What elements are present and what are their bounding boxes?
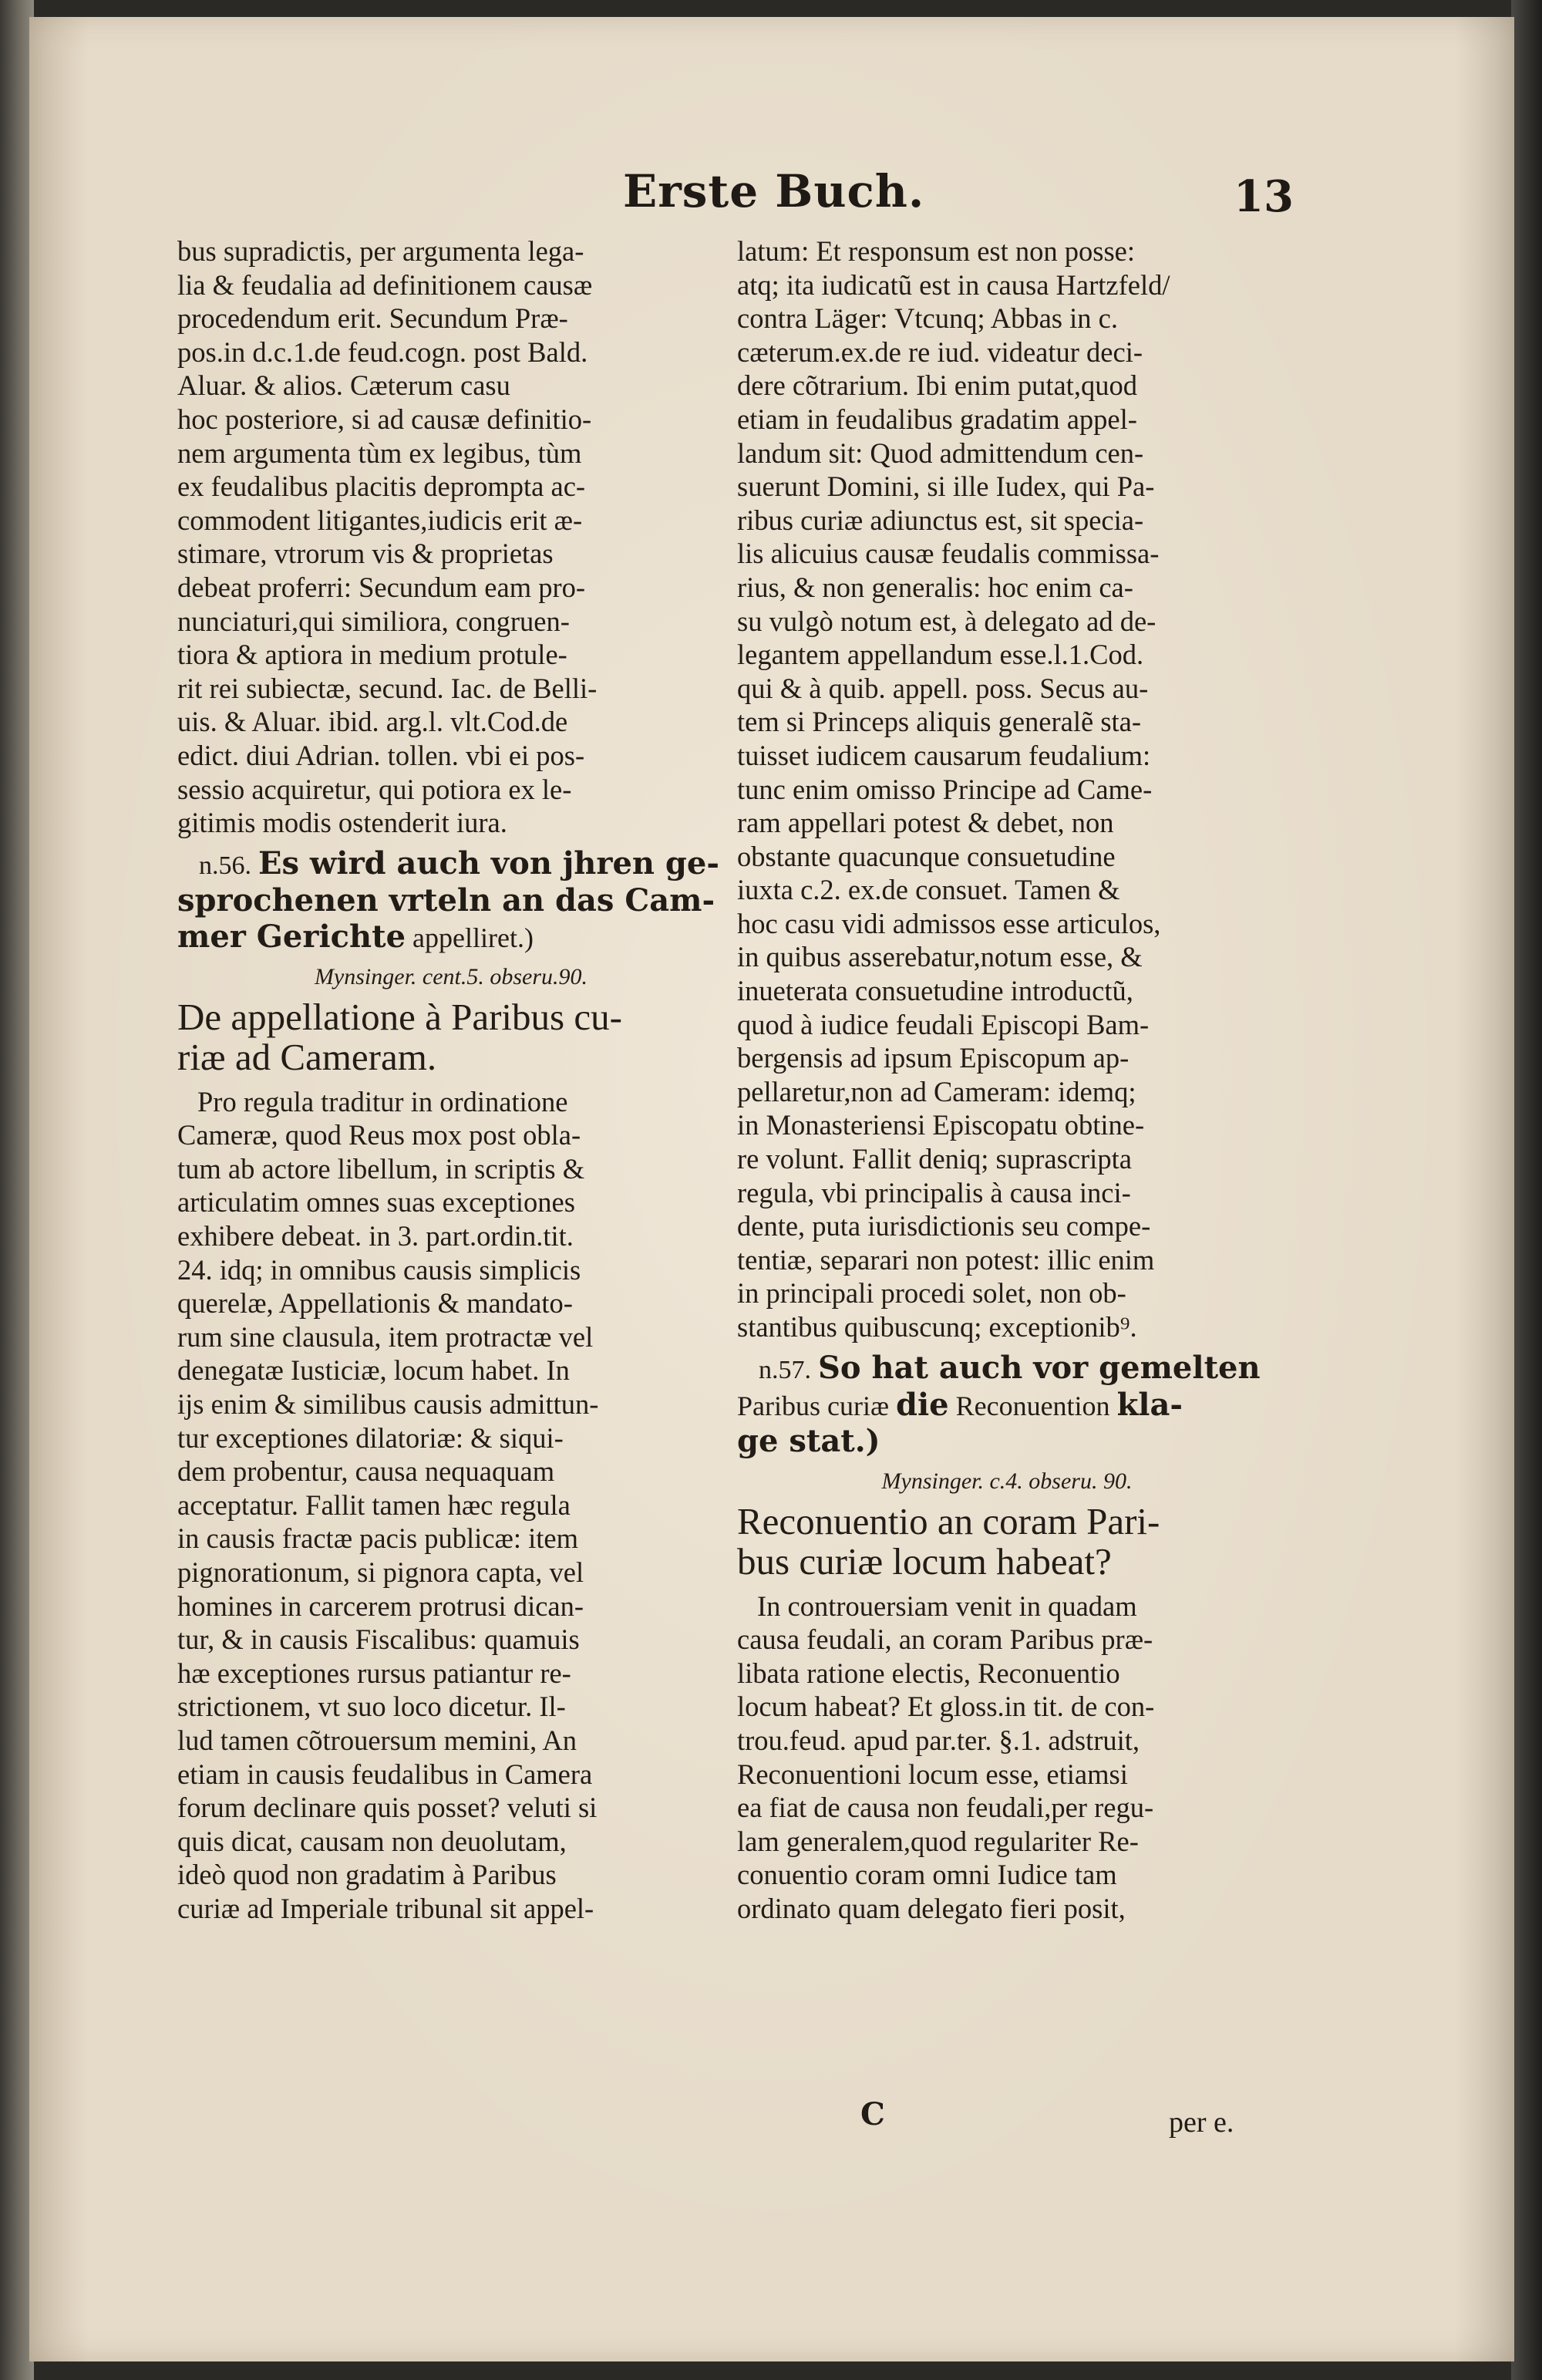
text-line: pellaretur,non ad Cameram: idemq; (737, 1075, 1136, 1107)
text-line: Aluar. & alios. Cæterum casu (177, 369, 510, 402)
heading-line: Reconuentio an coram Pari- (737, 1499, 1160, 1542)
text-line: Pro regula traditur in ordinatione (197, 1085, 568, 1118)
text-line: ribus curiæ adiunctus est, sit specia- (737, 504, 1144, 536)
page-number: 13 (1234, 171, 1294, 222)
text-line: ex feudalibus placitis deprompta ac- (177, 470, 586, 503)
text-line: rum sine clausula, item protractæ vel (177, 1320, 594, 1353)
right-paragraph-1 (737, 234, 1277, 1344)
text-line: su vulgò notum est, à delegato ad de- (737, 605, 1156, 637)
note-text: appelliret.) (412, 922, 534, 953)
book-page (29, 17, 1514, 2361)
text-line: conuentio coram omni Iudice tam (737, 1859, 1117, 1891)
text-line: 24. idq; in omnibus causis simplicis (177, 1253, 581, 1286)
text-line: In controuersiam venit in quadam (757, 1589, 1137, 1622)
text-line: ordinato quam delegato fieri posit, (737, 1892, 1126, 1924)
text-line: iuxta c.2. ex.de consuet. Tamen & (737, 874, 1120, 906)
section-heading (737, 1499, 1277, 1583)
text-line: commodent litigantes,iudicis erit æ- (177, 504, 583, 536)
text-line: querelæ, Appellationis & mandato- (177, 1287, 573, 1320)
note-n57 (737, 1350, 1277, 1460)
text-line: tem si Princeps aliquis generalẽ sta- (737, 706, 1142, 738)
note-text: Reconuention (955, 1390, 1110, 1421)
text-line: in quibus asserebatur,notum esse, & (737, 941, 1143, 973)
text-line: debeat proferri: Secundum eam pro- (177, 571, 586, 603)
text-line: strictionem, vt suo loco dicetur. Il- (177, 1691, 566, 1723)
note-text: Es wird auch von jhren ge- (258, 844, 719, 882)
text-line: ram appellari potest & debet, non (737, 807, 1114, 839)
text-line: landum sit: Quod admittendum cen- (737, 437, 1144, 469)
text-line: articulatim omnes suas exceptiones (177, 1186, 575, 1219)
text-line: quis dicat, causam non deuolutam, (177, 1825, 567, 1857)
right-paragraph-2 (737, 1589, 1277, 1926)
note-text: sprochenen vrteln an das Cam- (177, 882, 715, 919)
text-line: lud tamen cõtrouersum memini, An (177, 1724, 577, 1756)
source-citation: Mynsinger. c.4. obseru. 90. (881, 1468, 1133, 1494)
text-line: lis alicuius causæ feudalis commissa- (737, 538, 1160, 570)
page-header (29, 165, 1514, 234)
text-line: rit rei subiectæ, secund. Iac. de Belli- (177, 672, 598, 704)
text-line: dente, puta iurisdictionis seu compe- (737, 1210, 1151, 1242)
left-paragraph-2 (177, 1085, 725, 1926)
text-line: atq; ita iudicatũ est in causa Hartzfeld/ (737, 268, 1170, 301)
text-line: tur, & in causis Fiscalibus: quamuis (177, 1623, 580, 1656)
running-title: Erste Buch. (623, 165, 925, 217)
text-line: ijs enim & similibus causis admittun- (177, 1388, 599, 1421)
text-line: curiæ ad Imperiale tribunal sit appel- (177, 1892, 594, 1924)
text-line: Cameræ, quod Reus mox post obla- (177, 1119, 581, 1151)
text-line: dem probentur, causa nequaquam (177, 1455, 555, 1488)
text-line: stantibus quibuscunq; exceptionib⁹. (737, 1311, 1137, 1343)
text-line: pignorationum, si pignora capta, vel (177, 1556, 584, 1588)
note-text: ge stat.) (737, 1422, 880, 1459)
text-line: procedendum erit. Secundum Præ- (177, 302, 568, 335)
note-n56 (177, 846, 725, 956)
text-line: hoc posteriore, si ad causæ definitio- (177, 403, 592, 435)
text-line: etiam in causis feudalibus in Camera (177, 1758, 593, 1790)
text-line: nunciaturi,qui similiora, congruen- (177, 605, 570, 637)
heading-line: riæ ad Cameram. (177, 1035, 437, 1078)
note-text: So hat auch vor gemelten (818, 1349, 1261, 1386)
text-line: tur exceptiones dilatoriæ: & siqui- (177, 1421, 564, 1454)
text-line: etiam in feudalibus gradatim appel- (737, 403, 1137, 435)
note-text: mer Gerichte (177, 918, 406, 955)
text-line: tunc enim omisso Principe ad Came- (737, 773, 1153, 805)
note-text: die (895, 1386, 949, 1423)
text-line: rius, & non generalis: hoc enim ca- (737, 571, 1133, 603)
text-line: re volunt. Fallit deniq; suprascripta (737, 1143, 1132, 1175)
source-citation: Mynsinger. cent.5. obseru.90. (314, 963, 588, 989)
text-line: regula, vbi principalis à causa inci- (737, 1176, 1131, 1209)
text-line: tentiæ, separari non potest: illic enim (737, 1243, 1155, 1276)
text-line: in causis fractæ pacis publicæ: item (177, 1522, 579, 1555)
text-line: lam generalem,quod regulariter Re- (737, 1825, 1139, 1857)
text-line: inueterata consuetudine introductũ, (737, 975, 1133, 1007)
left-column (177, 234, 725, 1926)
text-line: forum declinare quis posset? veluti si (177, 1792, 598, 1824)
text-line: denegatæ Iusticiæ, locum habet. In (177, 1354, 570, 1387)
text-line: lia & feudalia ad definitionem causæ (177, 268, 593, 301)
text-line: qui & à quib. appell. poss. Secus au- (737, 672, 1149, 704)
text-line: bus supradictis, per argumenta lega- (177, 235, 584, 267)
section-heading (177, 997, 725, 1077)
heading-line: De appellatione à Paribus cu- (177, 995, 622, 1038)
text-line: homines in carcerem protrusi dican- (177, 1589, 584, 1622)
note-marker: n.56. (199, 851, 251, 880)
text-line: pos.in d.c.1.de feud.cogn. post Bald. (177, 335, 588, 368)
text-line: quod à iudice feudali Episcopi Bam- (737, 1008, 1150, 1040)
text-line: tuisset iudicem causarum feudalium: (737, 739, 1151, 771)
text-line: gitimis modis ostenderit iura. (177, 807, 507, 839)
text-line: nem argumenta tùm ex legibus, tùm (177, 437, 582, 469)
note-marker: n.57. (759, 1355, 811, 1384)
text-line: hæ exceptiones rursus patiantur re- (177, 1657, 571, 1689)
text-line: sessio acquiretur, qui potiora ex le- (177, 773, 572, 805)
text-line: dere cõtrarium. Ibi enim putat,quod (737, 369, 1137, 402)
text-line: ideò quod non gradatim à Paribus (177, 1859, 557, 1891)
left-paragraph-1 (177, 234, 725, 840)
text-line: exhibere debeat. in 3. part.ordin.tit. (177, 1220, 574, 1252)
text-line: trou.feud. apud par.ter. §.1. adstruit, (737, 1724, 1140, 1756)
text-line: cæterum.ex.de re iud. videatur deci- (737, 335, 1143, 368)
text-line: ea fiat de causa non feudali,per regu- (737, 1792, 1154, 1824)
right-column (737, 234, 1277, 1926)
text-line: contra Läger: Vtcunq; Abbas in c. (737, 302, 1118, 335)
text-line: edict. diui Adrian. tollen. vbi ei pos- (177, 739, 585, 771)
note-text: Paribus curiæ (737, 1390, 889, 1421)
page-stack-edge (1511, 0, 1542, 2380)
text-line: legantem appellandum esse.l.1.Cod. (737, 639, 1144, 671)
text-line: latum: Et responsum est non posse: (737, 235, 1136, 267)
text-line: tum ab actore libellum, in scriptis & (177, 1152, 585, 1185)
text-line: locum habeat? Et gloss.in tit. de con- (737, 1691, 1155, 1723)
text-line: obstante quacunque consuetudine (737, 840, 1116, 872)
text-line: bergensis ad ipsum Episcopum ap- (737, 1042, 1130, 1074)
text-line: uis. & Aluar. ibid. arg.l. vlt.Cod.de (177, 706, 568, 738)
text-line: in principali procedi solet, non ob- (737, 1277, 1126, 1310)
text-line: acceptatur. Fallit tamen hæc regula (177, 1488, 571, 1521)
text-line: tiora & aptiora in medium protule- (177, 639, 567, 671)
catchword: per e. (1169, 2106, 1234, 2139)
text-line: libata ratione electis, Reconuentio (737, 1657, 1120, 1689)
signature-mark: C (860, 2096, 885, 2132)
text-line: suerunt Domini, si ille Iudex, qui Pa- (737, 470, 1155, 503)
heading-line: bus curiæ locum habeat? (737, 1539, 1112, 1583)
text-line: causa feudali, an coram Paribus præ- (737, 1623, 1153, 1656)
text-line: in Monasteriensi Episcopatu obtine- (737, 1109, 1145, 1141)
text-line: Reconuentioni locum esse, etiamsi (737, 1758, 1128, 1790)
text-line: stimare, vtrorum vis & proprietas (177, 538, 554, 570)
text-line: hoc casu vidi admissos esse articulos, (737, 907, 1161, 939)
note-text: kla- (1116, 1386, 1183, 1423)
